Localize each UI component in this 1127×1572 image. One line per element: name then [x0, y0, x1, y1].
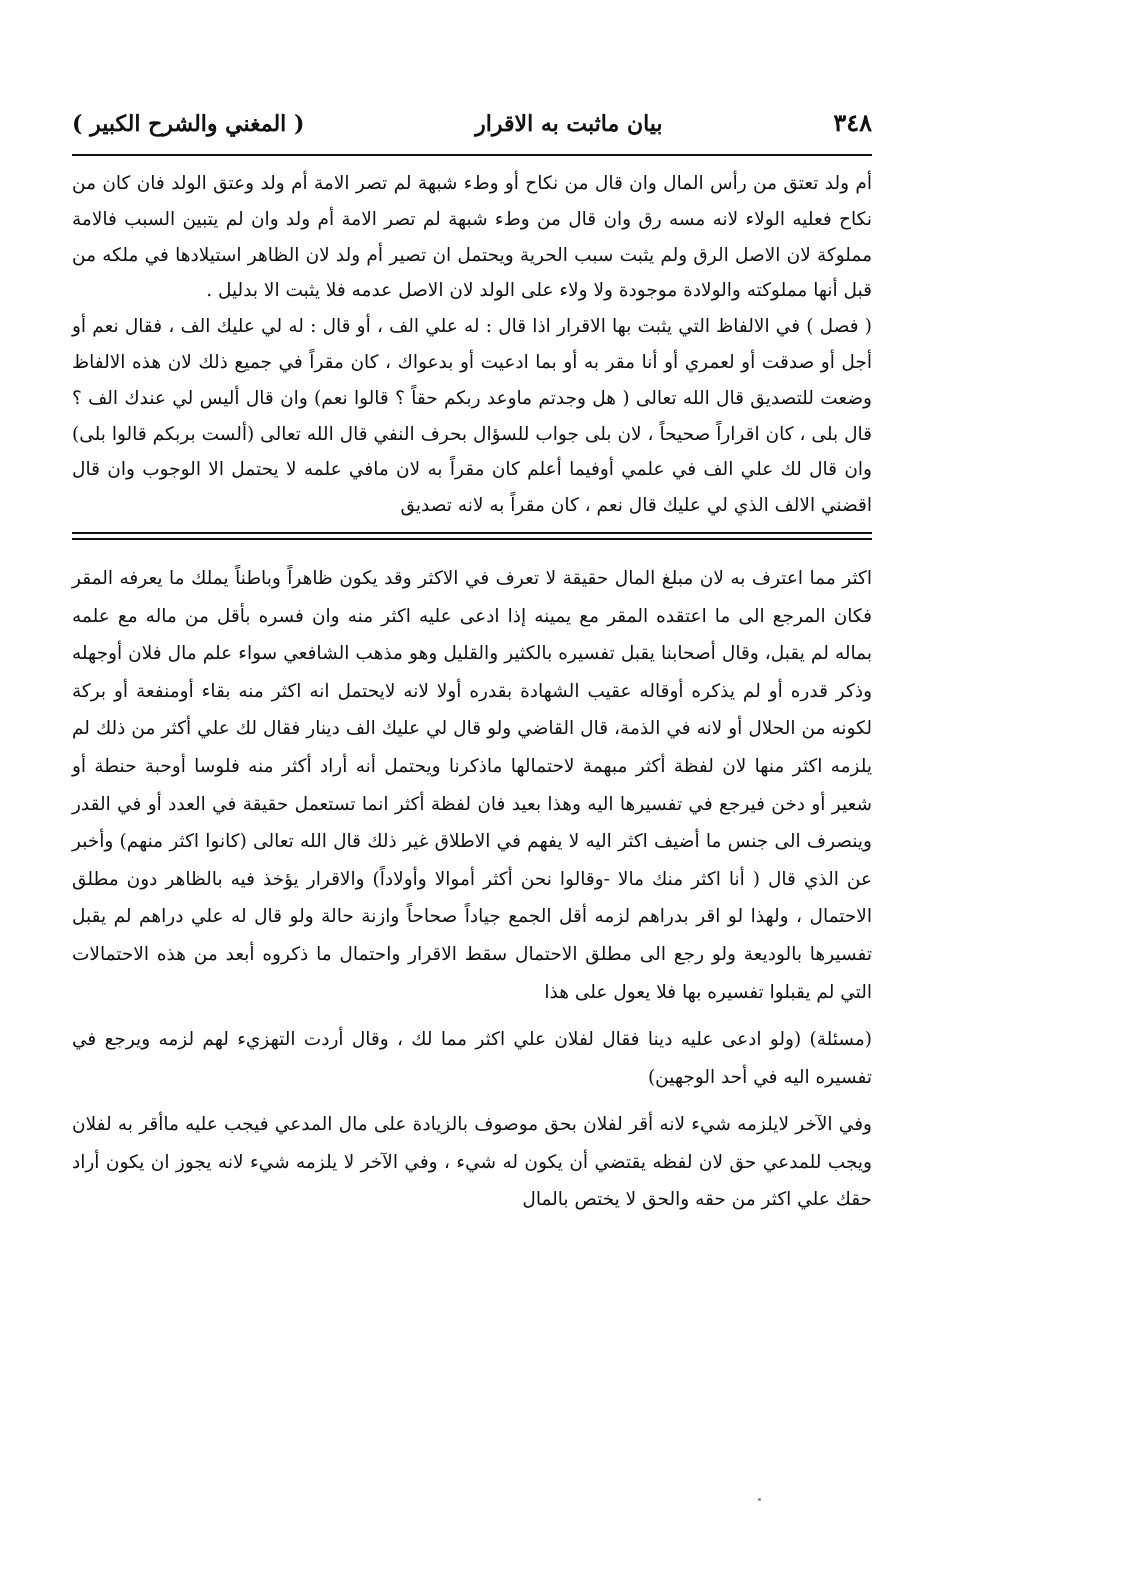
book-page [72, 108, 872, 1219]
sharh-paragraph: وفي الآخر لايلزمه شيء لانه أقر لفلان بحق موصوف بالزيادة على مال المدعي فيجب عليه ماأقر به لفلان ويجب للمدعي حق لان لفظه يقتضي أن يكون له شيء ، وفي الآخر لا يلزمه شيء لانه يجوز ان يكون أراد حقك علي اكثر من حقه والحق لا يختص بالمال [72, 1114, 872, 1211]
section-divider [72, 532, 872, 540]
chapter-title: بيان ماثبت به الاقرار [475, 111, 663, 137]
sharh-paragraph: اكثر مما اعترف به لان مبلغ المال حقيقة لا تعرف في الاكثر وقد يكون ظاهراً وباطناً يملك ما يعرفه المقر فكان المرجع الى ما اعتقده المقر مع يمينه إذا ادعى عليه اكثر منه وان فسره بأقل من ماله مع علمه بماله لم يقبل، وقال أصحابنا يقبل تفسيره بالكثير والقليل وهو مذهب الشافعي سواء علم مال فلان أوجهله وذكر قدره أو لم يذكره أوقاله عقيب الشهادة بقدره أولا لانه لايحتمل انه اكثر منه بقاء أومنفعة أو بركة لكونه من الحلال أو لانه في الذمة، قال القاضي ولو قال لي عليك الف دينار فقال لك علي أكثر من ذلك لم يلزمه اكثر منها لان لفظة أكثر مبهمة لاحتمالها ماذكرنا ويحتمل أنه أراد أكثر منه فلوسا أوحبة حنطة أو شعير أو دخن فيرجع في تفسيرها اليه وهذا بعيد فان لفظة أكثر انما تستعمل حقيقة في العدد أو في القدر وينصرف الى جنس ما أضيف اكثر اليه لا يفهم في الاطلاق غير ذلك قال الله تعالى (كانوا اكثر منهم) وأخبر عن الذي قال ( أنا اكثر منك مالا -وقالوا نحن أكثر أموالا وأولاداً) والاقرار يؤخذ فيه بالظاهر دون مطلق الاحتمال ، ولهذا لو اقر بدراهم لزمه أقل الجمع جياداً صحاحاً وازنة حالة ولو قال له علي دراهم لم يقبل تفسيرها بالوديعة ولو رجع الى مطلق الاحتمال سقط الاقرار واحتمال ما ذكروه أبعد من هذه الاحتمالات التي لم يقبلوا تفسيره بها فلا يعول على هذا [72, 567, 872, 1003]
scan-speck [758, 1498, 761, 1501]
matn-text [72, 166, 872, 524]
page-number: ٣٤٨ [833, 108, 872, 137]
sharh-text [72, 560, 872, 1219]
masala-paragraph: (مسئلة) (ولو ادعى عليه دينا فقال لفلان علي اكثر مما لك ، وقال أردت التهزيء لهم لزمه ويرجع في تفسيره اليه في أحد الوجهين) [72, 1029, 872, 1088]
matn-paragraph: أم ولد تعتق من رأس المال وان قال من نكاح أو وطء شبهة لم تصر الامة أم ولد وعتق الولد فان كان من نكاح فعليه الولاء لانه مسه رق وان قال من وطء شبهة لم تصر الامة أم ولد وان لم يتبين السبب فالامة مملوكة لان الاصل الرق ولم يثبت سبب الحرية ويحتمل ان تصير أم ولد لان الظاهر استيلادها في ملكه من قبل أنها مملوكته والولادة موجودة ولا ولاء على الولد لان الاصل عدمه فلا يثبت الا بدليل . [72, 173, 872, 302]
matn-paragraph: ( فصل ) في الالفاظ التي يثبت بها الاقرار اذا قال : له علي الف ، أو قال : له لي عليك الف ، فقال نعم أو أجل أو صدقت أو لعمري أو أنا مقر به أو بما ادعيت أو بدعواك ، كان مقراً في جميع ذلك لان هذه الالفاظ وضعت للتصديق قال الله تعالى ( هل وجدتم ماوعد ربكم حقاً ؟ قالوا نعم) وان قال أليس لي عندك الف ؟ قال بلى ، كان اقراراً صحيحاً ، لان بلى جواب للسؤال بحرف النفي قال الله تعالى (ألست بربكم قالوا بلى) وان قال لك علي الف في علمي أوفيما أعلم كان مقراً به لان مافي علمه لا يحتمل الا الوجوب وان قال اقضني الالف الذي لي عليك قال نعم ، كان مقراً به لانه تصديق [72, 316, 872, 517]
book-title: ( المغني والشرح الكبير ) [72, 111, 305, 137]
page-header [72, 108, 872, 156]
